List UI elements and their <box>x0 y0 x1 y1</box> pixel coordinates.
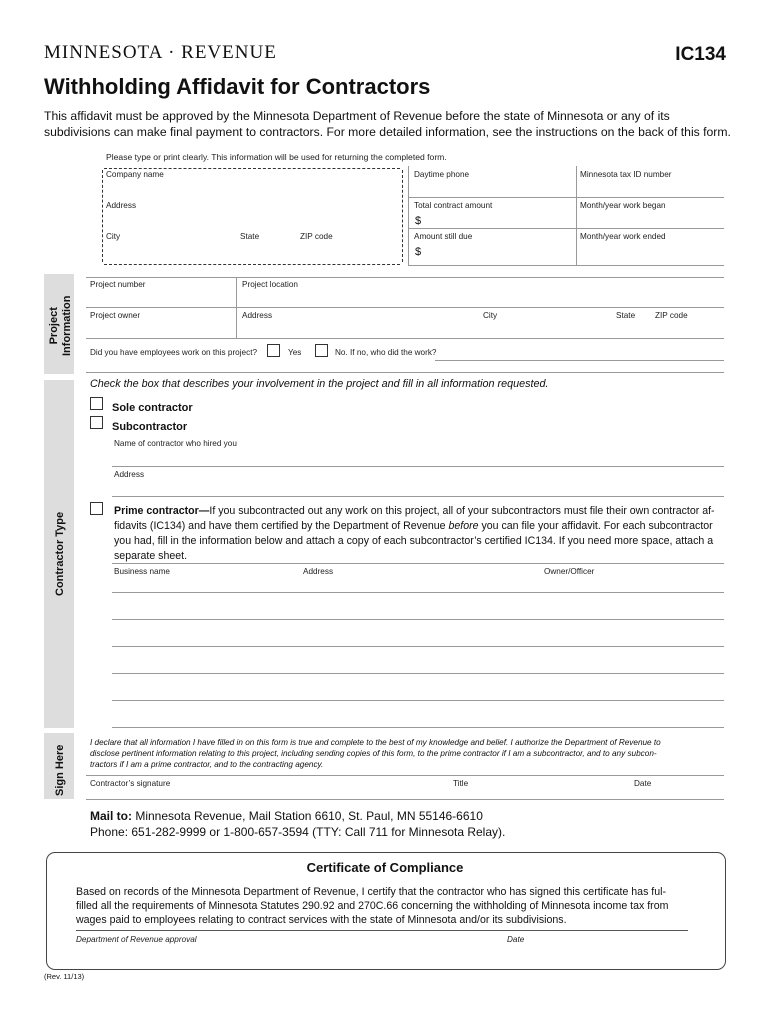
signature-field[interactable]: Contractor’s signature <box>90 779 171 788</box>
prime-contractor-label: Prime contractor— <box>114 505 210 517</box>
address-bracket-top <box>104 168 400 169</box>
certificate-line: wages paid to employees relating to contract services with the state of Minnesota and/or its subdivisions. <box>76 914 567 926</box>
project-owner-field[interactable]: Project owner <box>90 311 141 320</box>
amount-still-due-field[interactable]: Amount still due <box>414 232 473 241</box>
business-name-column: Business name <box>114 567 170 576</box>
declaration-line: disclose pertinent information relating to this project, including sending copies of this form, to the prime contractor if I am a subcontractor, and to any subcon- <box>90 749 657 758</box>
project-zip-field[interactable]: ZIP code <box>655 311 688 320</box>
side-label-line: Information <box>61 295 73 356</box>
sign-here-label: Sign Here <box>54 744 66 796</box>
prime-text-emphasis: before <box>448 520 479 532</box>
page-title: Withholding Affidavit for Contractors <box>44 74 431 99</box>
prime-text: you had, fill in the information below and attach a copy of each subcontractor’s certified IC134. If you need more space, attach a <box>114 535 714 547</box>
city-field[interactable]: City <box>106 232 121 241</box>
state-field[interactable]: State <box>240 232 260 241</box>
mail-to-block <box>90 808 505 840</box>
mail-address: Minnesota Revenue, Mail Station 6610, St. Paul, MN 55146-6610 <box>132 809 483 823</box>
certificate-title: Certificate of Compliance <box>306 860 464 875</box>
address-column: Address <box>303 567 334 576</box>
brand-logo: MINNESOTA · REVENUE <box>44 42 277 63</box>
subcontractor-row-line[interactable] <box>112 619 724 620</box>
project-state-field[interactable]: State <box>616 311 636 320</box>
company-name-field[interactable]: Company name <box>106 170 164 179</box>
contractor-type-instruction: Check the box that describes your involvement in the project and fill in all information requested. <box>90 378 549 390</box>
certificate-line: filled all the requirements of Minnesota Statutes 290.92 and 270C.66 concerning the withholding of Minnesota income tax from <box>76 900 669 912</box>
employees-question: Did you have employees work on this project? <box>90 348 258 357</box>
contractor-type-label: Contractor Type <box>54 511 66 596</box>
project-info-label <box>48 296 74 357</box>
title-field[interactable]: Title <box>453 779 469 788</box>
prime-contractor-text <box>114 504 726 564</box>
no-checkbox[interactable] <box>315 344 328 357</box>
project-city-field[interactable]: City <box>483 311 498 320</box>
certificate-date-field: Date <box>507 935 525 944</box>
address-bracket-left <box>102 170 103 262</box>
side-label-line: Project <box>48 307 60 345</box>
subcontractor-address-field[interactable]: Address <box>114 470 145 479</box>
month-year-ended-field[interactable]: Month/year work ended <box>580 232 666 241</box>
dollar-sign: $ <box>415 246 422 258</box>
certificate-line: Based on records of the Minnesota Department of Revenue, I certify that the contractor who has signed this certificate has ful- <box>76 886 667 898</box>
no-label: No. If no, who did the work? <box>335 348 437 357</box>
prime-text: fidavits (IC134) and have them certified by the Department of Revenue <box>114 520 449 532</box>
subcontractor-row-line[interactable] <box>112 727 724 728</box>
declaration-line: I declare that all information I have filled in on this form is true and complete to the best of my knowledge and belief. I authorize the Department of Revenue to <box>90 738 661 747</box>
date-field[interactable]: Date <box>634 779 652 788</box>
project-number-field[interactable]: Project number <box>90 280 146 289</box>
subcontractor-label: Subcontractor <box>112 421 188 433</box>
subcontractor-checkbox[interactable] <box>90 416 103 429</box>
project-address-field[interactable]: Address <box>242 311 273 320</box>
declaration-text <box>90 737 726 770</box>
month-year-began-field[interactable]: Month/year work began <box>580 201 666 210</box>
total-contract-amount-field[interactable]: Total contract amount <box>414 201 493 210</box>
intro-text: This affidavit must be approved by the Minnesota Department of Revenue before the state of Minnesota or any of its subdivisions can make final payment to contractors. For more detailed information, see the instructions on the back of this form. <box>44 109 731 139</box>
subcontractor-row-line[interactable] <box>112 592 724 593</box>
address-bracket-bottom <box>104 264 400 265</box>
project-location-field[interactable]: Project location <box>242 280 298 289</box>
zip-field[interactable]: ZIP code <box>300 232 333 241</box>
dollar-sign: $ <box>415 215 422 227</box>
sole-contractor-label: Sole contractor <box>112 402 193 414</box>
phone-info: Phone: 651-282-9999 or 1-800-657-3594 (TTY: Call 711 for Minnesota Relay). <box>90 825 506 839</box>
sole-contractor-checkbox[interactable] <box>90 397 103 410</box>
print-instruction: Please type or print clearly. This information will be used for returning the completed form. <box>106 152 447 162</box>
prime-contractor-checkbox[interactable] <box>90 502 103 515</box>
address-bracket-right <box>402 170 403 262</box>
yes-label: Yes <box>288 348 302 357</box>
subcontractor-row-line[interactable] <box>112 673 724 674</box>
mail-to-label: Mail to: <box>90 809 132 823</box>
form-number: IC134 <box>675 44 726 65</box>
prime-text: separate sheet. <box>114 550 188 562</box>
tax-id-field[interactable]: Minnesota tax ID number <box>580 170 672 179</box>
subcontractor-row-line[interactable] <box>112 646 724 647</box>
yes-checkbox[interactable] <box>267 344 280 357</box>
declaration-line: tractors if I am a prime contractor, and to the contracting agency. <box>90 760 324 769</box>
address-field[interactable]: Address <box>106 201 137 210</box>
owner-officer-column: Owner/Officer <box>544 567 595 576</box>
revision-label: (Rev. 11/13) <box>44 972 85 981</box>
daytime-phone-field[interactable]: Daytime phone <box>414 170 470 179</box>
subcontractor-row-line[interactable] <box>112 700 724 701</box>
certificate-text <box>76 885 706 927</box>
prime-text: If you subcontracted out any work on this project, all of your subcontractors must file their own contractor af- <box>209 505 715 517</box>
hired-by-field[interactable]: Name of contractor who hired you <box>114 439 237 448</box>
prime-text: you can file your affidavit. For each subcontractor <box>478 520 713 532</box>
revenue-approval-field: Department of Revenue approval <box>76 935 197 944</box>
